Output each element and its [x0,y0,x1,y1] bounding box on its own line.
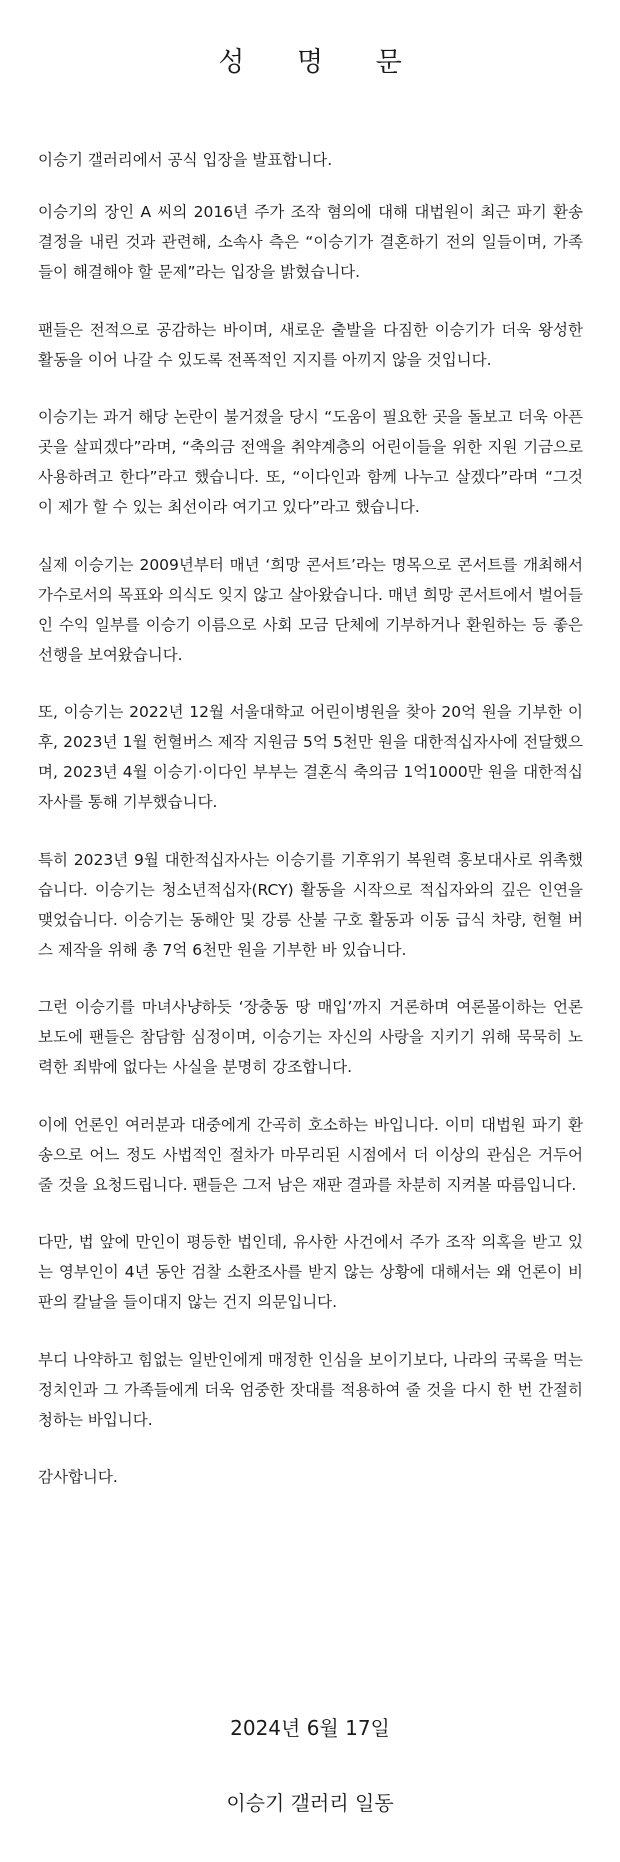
statement-signature: 이승기 갤러리 일동 [226,1791,394,1815]
paragraph-thanks: 감사합니다. [38,1468,118,1486]
paragraph-appeal-to-press: 이에 언론인 여러분과 대중에게 간곡히 호소하는 바입니다. 이미 대법원 파기 환송으로 어느 정도 사법적인 절차가 마무리된 시점에서 더 이상의 관심은 거두어 줄 것을 요청드립니다. 팬들은 그저 남은 재판 결과를 차분히 지켜볼 따름입니다. [38,1115,583,1194]
paragraph-red-cross: 특히 2023년 9월 대한적십자사는 이승기를 기후위기 복원력 홍보대사로 위촉했습니다. 이승기는 청소년적십자(RCY) 활동을 시작으로 적십자와의 깊은 인연을 맺었습니다. 이승기는 동해안 및 강릉 산불 구호 활동과 이동 급식 차량, 헌혈 버스 제작을 위해 총 7억 6천만 원을 기부한 바 있습니다. [38,850,583,959]
paragraph-final-request: 부디 나약하고 힘없는 일반인에게 매정한 인심을 보이기보다, 나라의 국록을 먹는 정치인과 그 가족들에게 더욱 엄중한 잣대를 적용하여 줄 것을 다시 한 번 간절히 청하는 바입니다. [38,1350,583,1429]
paragraph-hope-concert: 실제 이승기는 2009년부터 매년 ‘희망 콘서트’라는 명목으로 콘서트를 개최해서 가수로서의 목표와 의식도 잊지 않고 살아왔습니다. 매년 희망 콘서트에서 벌어들인 수익 일부를 이승기 이름으로 사회 모금 단체에 기부하거나 환원하는 등 좋은 선행을 보여왔습니다. [38,555,583,664]
statement-date: 2024년 6월 17일 [230,1716,390,1740]
paragraph-announcement: 이승기 갤러리에서 공식 입장을 발표합니다. [38,151,333,169]
paragraph-agency-position: 이승기의 장인 A 씨의 2016년 주가 조작 혐의에 대해 대법원이 최근 파기 환송 결정을 내린 것과 관련해, 소속사 측은 “이승기가 결혼하기 전의 일들이며, 가족들이 해결해야 할 문제”라는 입장을 밝혔습니다. [38,203,583,281]
paragraph-past-statement: 이승기는 과거 해당 논란이 불거졌을 당시 “도움이 필요한 곳을 돌보고 더욱 아픈 곳을 살피겠다”라며, “축의금 전액을 취약계층의 어린이들을 위한 지원 기금으로 사용하려고 한다”라고 했습니다. 또, “이다인과 함께 나누고 살겠다”라며 “그것이 제가 할 수 있는 최선이라 여기고 있다”라고 했습니다. [38,408,583,516]
paragraph-fan-support: 팬들은 전적으로 공감하는 바이며, 새로운 출발을 다짐한 이승기가 더욱 왕성한 활동을 이어 나갈 수 있도록 전폭적인 지지를 아끼지 않을 것입니다. [38,320,583,369]
document-title: 성 명 문 [218,47,424,78]
paragraph-donations: 또, 이승기는 2022년 12월 서울대학교 어린이병원을 찾아 20억 원을 기부한 이후, 2023년 1월 헌혈버스 제작 지원금 5억 5천만 원을 대한적십자사에 전달했으며, 2023년 4월 이승기·이다인 부부는 결혼식 축의금 1억1000만 원을 대한적십자사를 통해 기부했습니다. [38,703,583,811]
paragraph-media-criticism: 그런 이승기를 마녀사냥하듯 ‘장충동 땅 매입’까지 거론하며 여론몰이하는 언론 보도에 팬들은 참담함 심정이며, 이승기는 자신의 사랑을 지키기 위해 묵묵히 노력한 죄밖에 없다는 사실을 분명히 강조합니다. [38,998,583,1076]
paragraph-equality-question: 다만, 법 앞에 만인이 평등한 법인데, 유사한 사건에서 주가 조작 의혹을 받고 있는 영부인이 4년 동안 검찰 소환조사를 받지 않는 상황에 대해서는 왜 언론이 비판의 칼날을 들이대지 않는 건지 의문입니다. [38,1233,583,1311]
statement-body [38,145,583,1520]
